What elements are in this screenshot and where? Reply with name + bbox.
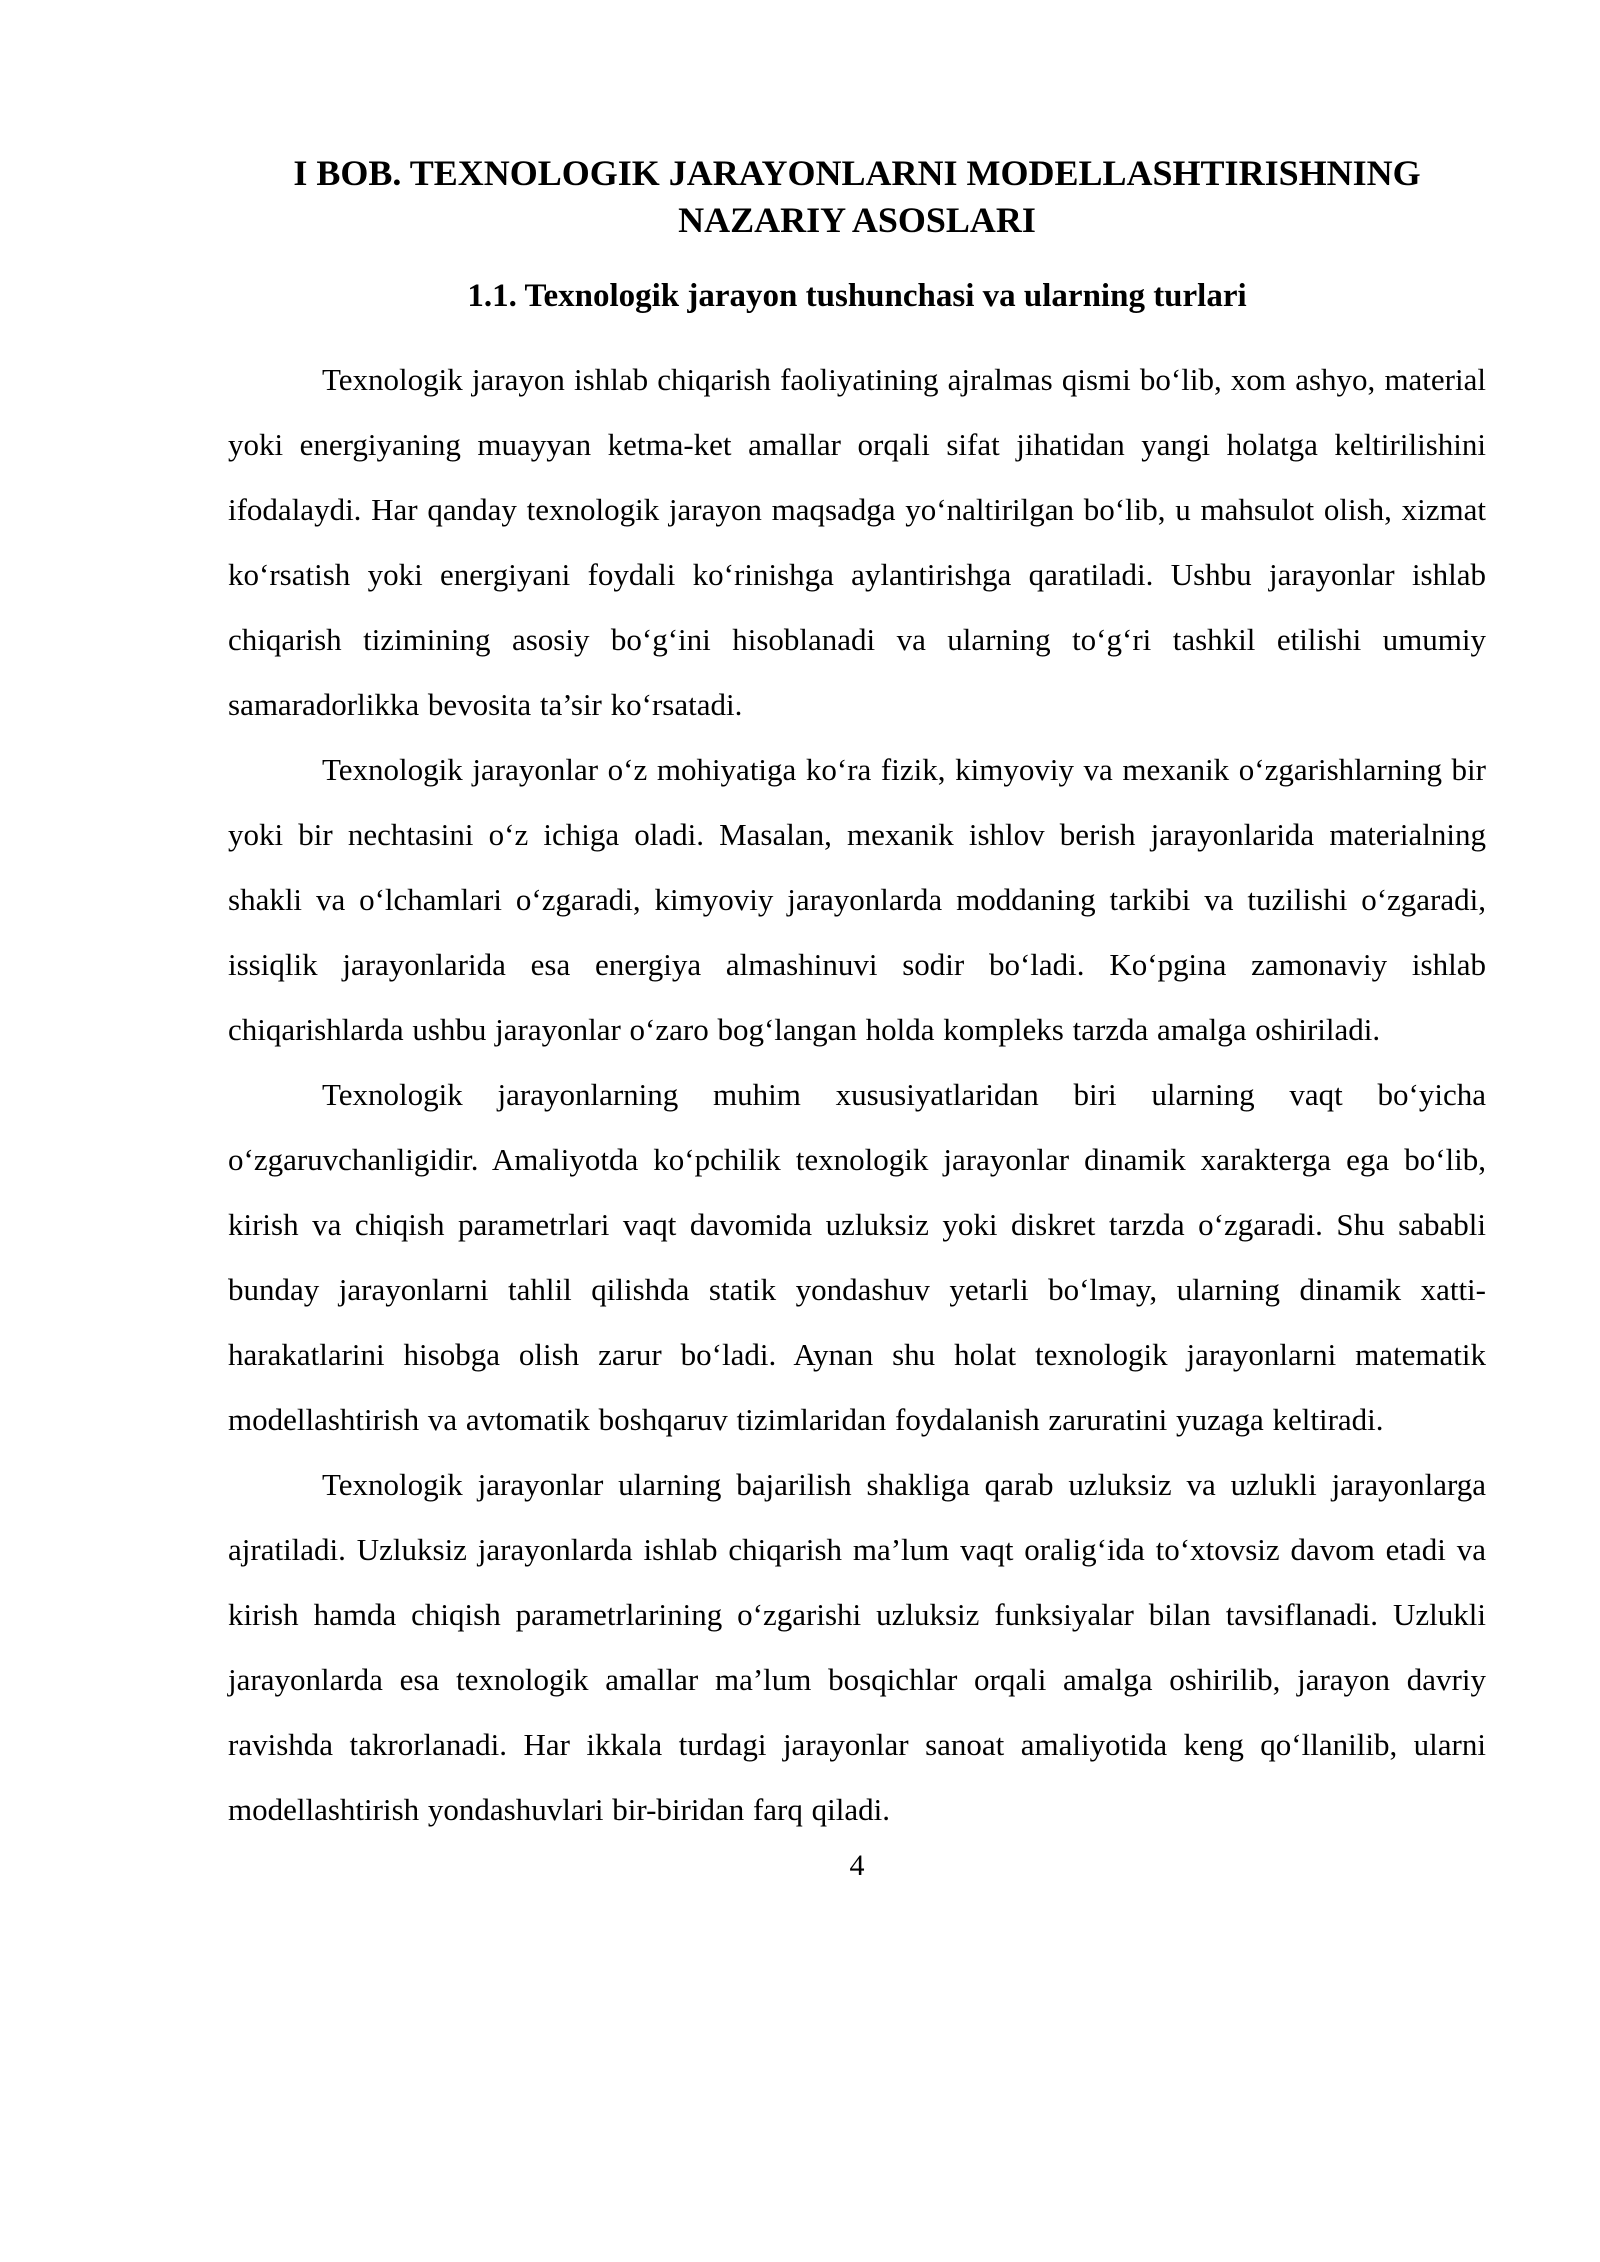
page-number: 4 — [849, 1849, 865, 1882]
body-paragraph-4: Texnologik jarayonlar ularning bajarilish shakliga qarab uzluksiz va uzlukli jarayonlarga ajratiladi. Uzluksiz jarayonlarda ishlab chiqarish ma’lum vaqt oralig‘ida to‘xtovsiz davom etadi va kirish hamda chiqish parametrlarining o‘zgarishi uzluksiz funksiyalar bilan tavsiflanadi. Uzlukli jarayonlarda esa texnologik amallar ma’lum bosqichlar orqali amalga oshirilib, jarayon davriy ravishda takrorlanadi. Har ikkala turdagi jarayonlar sanoat amaliyotida keng qo‘llanilib, ularni modellashtirish yondashuvlari bir-biridan farq qiladi. — [228, 1467, 1486, 1827]
section-heading: 1.1. Texnologik jarayon tushunchasi va ularning turlari — [467, 278, 1247, 314]
body-paragraph-2: Texnologik jarayonlar o‘z mohiyatiga ko‘ra fizik, kimyoviy va mexanik o‘zgarishlarning bir yoki bir nechtasini o‘z ichiga oladi. Masalan, mexanik ishlov berish jarayonlarida materialning shakli va o‘lchamlari o‘zgaradi, kimyoviy jarayonlarda moddaning tarkibi va tuzilishi o‘zgaradi, issiqlik jarayonlarida esa energiya almashinuvi sodir bo‘ladi. Ko‘pgina zamonaviy ishlab chiqarishlarda ushbu jarayonlar o‘zaro bog‘langan holda kompleks tarzda amalga oshiriladi. — [228, 752, 1486, 1047]
body-paragraph-1: Texnologik jarayon ishlab chiqarish faoliyatining ajralmas qismi bo‘lib, xom ashyo, material yoki energiyaning muayyan ketma-ket amallar orqali sifat jihatidan yangi holatga keltirilishini ifodalaydi. Har qanday texnologik jarayon maqsadga yo‘naltirilgan bo‘lib, u mahsulot olish, xizmat ko‘rsatish yoki energiyani foydali ko‘rinishga aylantirishga qaratiladi. Ushbu jarayonlar ishlab chiqarish tizimining asosiy bo‘g‘ini hisoblanadi va ularning to‘g‘ri tashkil etilishi umumiy samaradorlikka bevosita ta’sir ko‘rsatadi. — [228, 362, 1486, 722]
body-paragraph-3: Texnologik jarayonlarning muhim xususiyatlaridan biri ularning vaqt bo‘yicha o‘zgaruvchanligidir. Amaliyotda ko‘pchilik texnologik jarayonlar dinamik xarakterga ega bo‘lib, kirish va chiqish parametrlari vaqt davomida uzluksiz yoki diskret tarzda o‘zgaradi. Shu sababli bunday jarayonlarni tahlil qilishda statik yondashuv yetarli bo‘lmay, ularning dinamik xatti-harakatlarini hisobga olish zarur bo‘ladi. Aynan shu holat texnologik jarayonlarni matematik modellashtirish va avtomatik boshqaruv tizimlaridan foydalanish zaruratini yuzaga keltiradi. — [228, 1077, 1486, 1437]
chapter-heading: I BOB. TEXNOLOGIK JARAYONLARNI MODELLASHTIRISHNING NAZARIY ASOSLARI — [293, 153, 1421, 240]
